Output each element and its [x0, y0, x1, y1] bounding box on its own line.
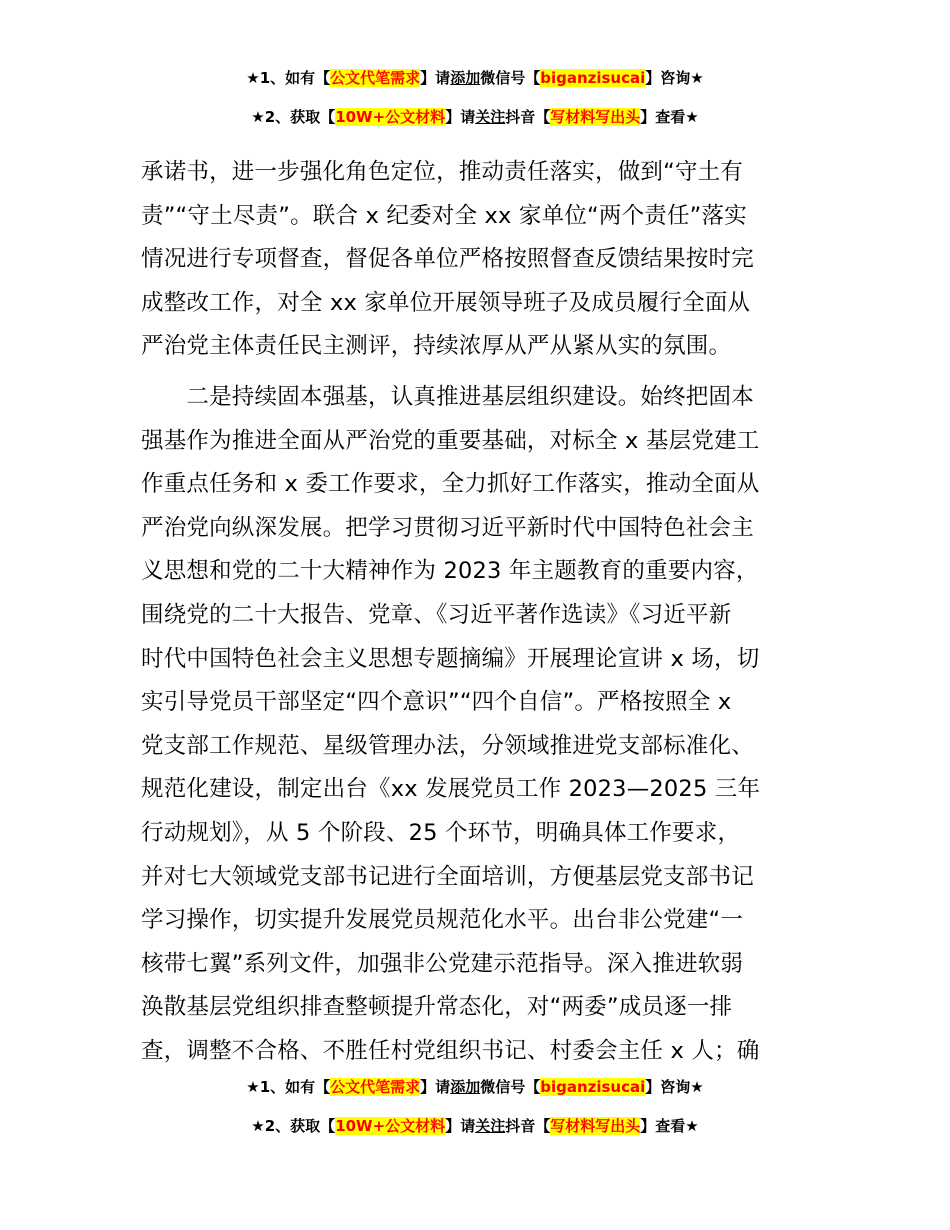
bottom-banner-line-1: [0, 1076, 950, 1098]
text-line: 二是持续固本强基，认真推进基层组织建设。始终把固本: [141, 383, 754, 410]
banner-material-highlight: 10W+公文材料: [335, 108, 446, 126]
banner-suffix: 】查看★: [640, 1117, 699, 1135]
text-line: 涣散基层党组织排查整顿提升常态化，对“两委”成员逐一排: [141, 994, 733, 1021]
banner-wechat-id: biganzisucai: [540, 1078, 646, 1096]
text-line: 责”“守土尽责”。联合 x 纪委对全 xx 家单位“两个责任”落实: [141, 202, 747, 229]
text-line: 查，调整不合格、不胜任村党组织书记、村委会主任 x 人；确: [141, 1037, 760, 1064]
document-body: [141, 151, 813, 1073]
text-line: 严治党向纵深发展。把学习贯彻习近平新时代中国特色社会主: [141, 514, 754, 541]
paragraph-2: [141, 376, 813, 1074]
banner-text: 微信号【: [480, 1078, 541, 1096]
top-banner-line-2: [0, 106, 950, 128]
text-line: 情况进行专项督查，督促各单位严格按照督查反馈结果按时完: [141, 246, 754, 273]
banner-text: 】请: [420, 69, 451, 87]
text-line: 强基作为推进全面从严治党的重要基础，对标全 x 基层党建工: [141, 427, 760, 454]
banner-material-highlight: 10W+公文材料: [335, 1117, 446, 1135]
text-line: 义思想和党的二十大精神作为 2023 年主题教育的重要内容，: [141, 558, 759, 585]
banner-service-highlight: 公文代笔需求: [330, 69, 421, 87]
paragraph-1: [141, 151, 813, 369]
banner-douyin-id: 写材料写出头: [550, 108, 641, 126]
banner-action-underlined: 关注: [475, 1117, 506, 1135]
banner-wechat-id: biganzisucai: [540, 69, 646, 87]
paragraph-spacer: [141, 369, 813, 376]
text-line: 成整改工作，对全 xx 家单位开展领导班子及成员履行全面从: [141, 289, 751, 316]
banner-text: 抖音【: [505, 108, 551, 126]
text-line: 党支部工作规范、星级管理办法，分领域推进党支部标准化、: [141, 732, 754, 759]
banner-text: 抖音【: [505, 1117, 551, 1135]
banner-text: 】请: [445, 1117, 476, 1135]
banner-suffix: 】查看★: [640, 108, 699, 126]
banner-text: 】请: [420, 1078, 451, 1096]
banner-suffix: 】咨询★: [645, 1078, 704, 1096]
banner-star-prefix: ★1、如有【: [246, 69, 331, 87]
text-line: 严治党主体责任民主测评，持续浓厚从严从紧从实的氛围。: [141, 333, 732, 360]
text-line: 围绕党的二十大报告、党章、《习近平著作选读》《习近平新: [141, 601, 732, 628]
banner-douyin-id: 写材料写出头: [550, 1117, 641, 1135]
top-banner-line-1: [0, 67, 950, 89]
banner-action-underlined: 添加: [450, 69, 481, 87]
text-line: 核带七翼”系列文件，加强非公党建示范指导。深入推进软弱: [141, 950, 744, 977]
banner-star-prefix: ★2、获取【: [251, 1117, 336, 1135]
banner-action-underlined: 添加: [450, 1078, 481, 1096]
text-line: 时代中国特色社会主义思想专题摘编》开展理论宣讲 x 场，切: [141, 645, 760, 672]
bottom-banner-line-2: [0, 1115, 950, 1137]
text-line: 学习操作，切实提升发展党员规范化水平。出台非公党建“一: [141, 907, 744, 934]
banner-action-underlined: 关注: [475, 108, 506, 126]
banner-star-prefix: ★1、如有【: [246, 1078, 331, 1096]
banner-star-prefix: ★2、获取【: [251, 108, 336, 126]
text-line: 实引导党员干部坚定“四个意识”“四个自信”。严格按照全 x: [141, 689, 732, 716]
banner-text: 微信号【: [480, 69, 541, 87]
banner-suffix: 】咨询★: [645, 69, 704, 87]
text-line: 规范化建设，制定出台《xx 发展党员工作 2023—2025 三年: [141, 776, 761, 803]
text-line: 并对七大领域党支部书记进行全面培训，方便基层党支部书记: [141, 863, 754, 890]
text-line: 作重点任务和 x 委工作要求，全力抓好工作落实，推动全面从: [141, 471, 760, 498]
text-line: 行动规划》，从 5 个阶段、25 个环节，明确具体工作要求，: [141, 819, 741, 846]
banner-service-highlight: 公文代笔需求: [330, 1078, 421, 1096]
banner-text: 】请: [445, 108, 476, 126]
text-line: 承诺书，进一步强化角色定位，推动责任落实，做到“守土有: [141, 159, 744, 185]
